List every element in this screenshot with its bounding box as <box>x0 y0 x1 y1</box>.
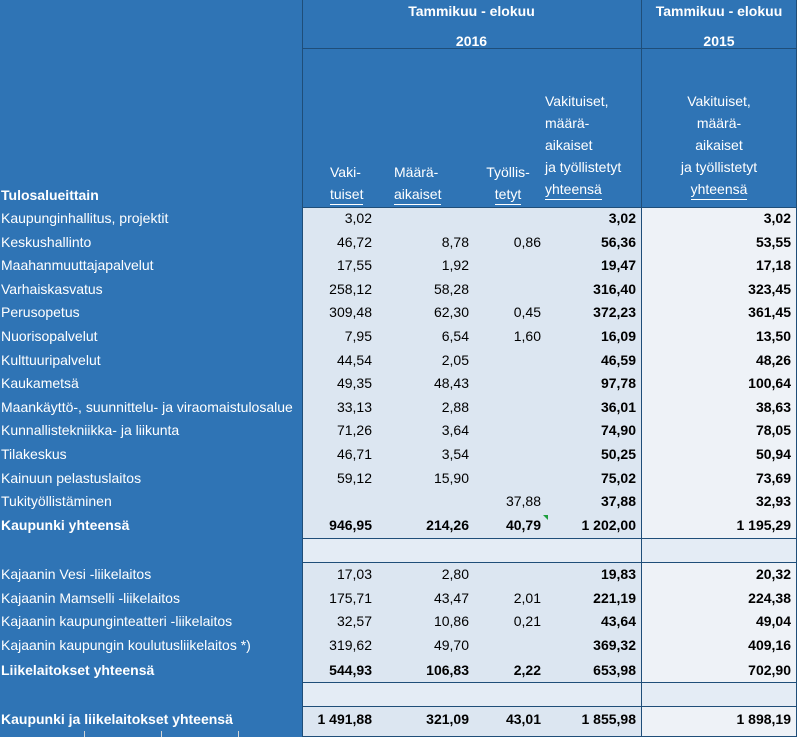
col-tyollistetyt-header: Työllis- tetyt <box>478 161 538 205</box>
cell-prev: 32,93 <box>755 493 791 509</box>
cell-tyo <box>451 443 541 466</box>
cell-tot: 43,64 <box>600 613 636 629</box>
cell-prev: 323,45 <box>748 281 791 297</box>
cell-maa: 58,28 <box>433 281 469 297</box>
col-total-2015-header: Vakituiset, määrä- aikaiset ja työllistetyt yhteensä <box>641 90 797 200</box>
cell-tot: 653,98 <box>593 662 636 678</box>
cell-tot: 3,02 <box>608 210 636 226</box>
cell-maa: 6,54 <box>441 328 469 344</box>
cell-vak: 544,93 <box>329 662 372 678</box>
cell-maa: 321,09 <box>426 711 469 727</box>
row-label: Kajaanin Vesi -liikelaitos <box>1 566 152 582</box>
cell-tot: 75,02 <box>600 470 636 486</box>
cell-vak: 319,62 <box>329 637 372 653</box>
cell-prev: 17,18 <box>755 257 791 273</box>
col-maaraaikaiset-header: Määrä- aikaiset <box>394 161 454 205</box>
cell-maa: 62,30 <box>433 304 469 320</box>
row-label: Varhaiskasvatus <box>1 281 103 297</box>
cell-tot: 1 202,00 <box>581 517 636 533</box>
col-total-2016-header: Vakituiset, määrä- aikaiset ja työllistetyt yhteensä <box>545 90 641 200</box>
cell-maa: 43,47 <box>433 590 469 606</box>
cell-vak: 71,26 <box>336 422 372 438</box>
cell-maa: 1,92 <box>441 257 469 273</box>
cell-tyo <box>451 349 541 372</box>
cell-vak: 7,95 <box>344 328 372 344</box>
comment-marker-icon <box>543 515 548 520</box>
cell-tyo: 0,45 <box>513 304 541 320</box>
cell-prev: 20,32 <box>755 566 791 582</box>
cell-prev: 38,63 <box>755 399 791 415</box>
row-label: Kajaanin Mamselli -liikelaitos <box>1 590 180 606</box>
cell-tot: 56,36 <box>600 234 636 250</box>
cell-tyo <box>451 372 541 395</box>
cell-tot: 16,09 <box>600 328 636 344</box>
cell-tot: 19,83 <box>600 566 636 582</box>
cell-tot: 221,19 <box>593 590 636 606</box>
cell-tyo <box>451 467 541 490</box>
cell-tot: 316,40 <box>593 281 636 297</box>
cell-vak: 17,55 <box>336 257 372 273</box>
period-2016-label: Tammikuu - elokuu <box>408 3 535 19</box>
cell-tot: 97,78 <box>600 375 636 391</box>
row-label: Kainuun pelastuslaitos <box>1 470 142 486</box>
cell-tyo: 1,60 <box>513 328 541 344</box>
cell-tyo <box>451 254 541 277</box>
cell-tot: 36,01 <box>600 399 636 415</box>
row-label: Kulttuuripalvelut <box>1 352 101 368</box>
cell-maa: 2,80 <box>441 566 469 582</box>
cell-vak: 59,12 <box>336 470 372 486</box>
row-label: Tukityöllistäminen <box>1 493 112 509</box>
year-2015-label: 2015 <box>703 33 735 49</box>
cell-tyo: 0,86 <box>513 234 541 250</box>
cell-maa: 8,78 <box>441 234 469 250</box>
row-label: Nuorisopalvelut <box>1 328 98 344</box>
cell-vak <box>282 490 372 513</box>
cell-vak: 1 491,88 <box>317 711 372 727</box>
cell-tot: 372,23 <box>593 304 636 320</box>
cell-tot: 37,88 <box>600 493 636 509</box>
cell-tot: 74,90 <box>600 422 636 438</box>
cell-prev: 224,38 <box>748 590 791 606</box>
cell-prev: 1 898,19 <box>736 711 791 727</box>
cell-prev: 1 195,29 <box>736 517 791 533</box>
cell-maa: 3,64 <box>441 422 469 438</box>
cell-tyo <box>451 563 541 586</box>
cell-tyo <box>451 396 541 419</box>
row-label: Keskushallinto <box>1 234 92 250</box>
cell-maa: 2,05 <box>441 352 469 368</box>
cell-vak: 3,02 <box>344 210 372 226</box>
cell-tyo <box>451 634 541 657</box>
cell-tot: 1 855,98 <box>581 711 636 727</box>
cell-vak: 46,72 <box>336 234 372 250</box>
cell-tyo: 37,88 <box>505 493 541 509</box>
cell-prev: 49,04 <box>755 613 791 629</box>
cell-maa: 49,70 <box>433 637 469 653</box>
cell-tyo: 2,01 <box>513 590 541 606</box>
cell-vak: 946,95 <box>329 517 372 533</box>
cell-prev: 409,16 <box>748 637 791 653</box>
cell-tot: 369,32 <box>593 637 636 653</box>
cell-prev: 100,64 <box>748 375 791 391</box>
cell-tot: 50,25 <box>600 446 636 462</box>
cell-vak: 309,48 <box>329 304 372 320</box>
cell-tyo: 0,21 <box>513 613 541 629</box>
row-label: Maankäyttö-, suunnittelu- ja viraomaistulosalue <box>1 399 293 415</box>
cell-tot: 19,47 <box>600 257 636 273</box>
cell-tyo <box>451 419 541 442</box>
spacer-row-2 <box>302 682 797 706</box>
col-vakituiset-header: Vaki- tuiset <box>330 161 370 205</box>
cell-prev: 702,90 <box>748 662 791 678</box>
row-label: Kaukametsä <box>1 375 79 391</box>
cell-maa: 15,90 <box>433 470 469 486</box>
cell-maa: 10,86 <box>433 613 469 629</box>
cell-vak: 33,13 <box>336 399 372 415</box>
cell-maa: 214,26 <box>426 517 469 533</box>
cell-prev: 78,05 <box>755 422 791 438</box>
row-label: Kaupunki ja liikelaitokset yhteensä <box>1 711 233 727</box>
cell-prev: 50,94 <box>755 446 791 462</box>
period-2015-label: Tammikuu - elokuu <box>655 3 783 19</box>
row-label: Kajaanin kaupungin koulutusliikelaitos *) <box>1 637 251 653</box>
row-label: Maahanmuuttajapalvelut <box>1 257 154 273</box>
cell-prev: 53,55 <box>755 234 791 250</box>
row-label: Perusopetus <box>1 304 80 320</box>
year-2016-label: 2016 <box>455 33 488 49</box>
cell-prev: 13,50 <box>755 328 791 344</box>
cell-tyo <box>451 278 541 301</box>
cell-vak: 17,03 <box>336 566 372 582</box>
cell-prev: 48,26 <box>755 352 791 368</box>
cell-vak: 258,12 <box>329 281 372 297</box>
cell-vak: 175,71 <box>329 590 372 606</box>
cell-vak: 46,71 <box>336 446 372 462</box>
cell-vak: 49,35 <box>336 375 372 391</box>
spacer-row-1 <box>302 538 797 562</box>
cell-tot: 46,59 <box>600 352 636 368</box>
row-label: Kaupunginhallitus, projektit <box>1 210 169 226</box>
cell-vak: 44,54 <box>336 352 372 368</box>
cell-vak: 32,57 <box>336 613 372 629</box>
cell-prev: 73,69 <box>755 470 791 486</box>
cell-tyo: 40,79 <box>505 517 541 533</box>
cell-prev: 361,45 <box>748 304 791 320</box>
cell-tyo: 43,01 <box>505 711 541 727</box>
row-group-header: Tulosalueittain <box>1 187 99 203</box>
cell-maa: 3,54 <box>441 446 469 462</box>
cell-prev: 3,02 <box>763 210 791 226</box>
cell-maa: 106,83 <box>426 662 469 678</box>
cell-tyo <box>451 207 541 230</box>
row-label: Tilakeskus <box>1 446 67 462</box>
row-label: Kunnallistekniikka- ja liikunta <box>1 422 180 438</box>
cell-tyo: 2,22 <box>513 662 541 678</box>
row-label: Kajaanin kaupunginteatteri -liikelaitos <box>1 613 233 629</box>
cell-maa: 48,43 <box>433 375 469 391</box>
row-label: Liikelaitokset yhteensä <box>1 662 155 678</box>
row-label: Kaupunki yhteensä <box>1 517 130 533</box>
cell-maa: 2,88 <box>441 399 469 415</box>
